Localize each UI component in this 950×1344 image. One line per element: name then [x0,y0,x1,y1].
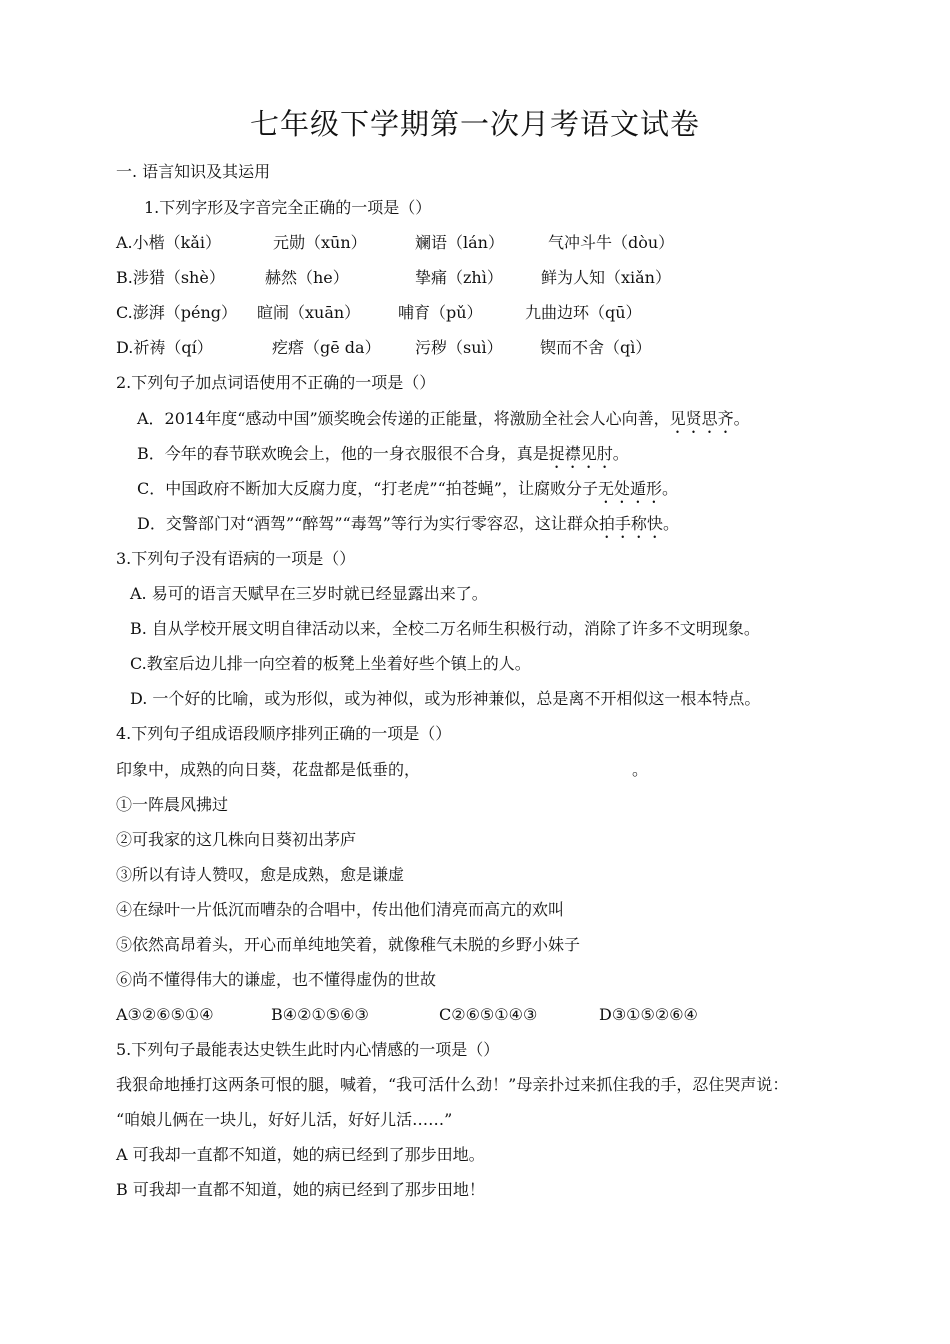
q3-stem: 3.下列句子没有语病的一项是（） [116,549,356,568]
q2-option-d [137,514,679,542]
q2-a-end: 。 [733,409,750,428]
q3-option-a: A. 易可的语言天赋早在三岁时就已经显露出来了。 [130,584,488,603]
q2-c-text: C．中国政府不断加大反腐力度，“打老虎”“拍苍蝇”，让腐败分子 [137,479,598,498]
q4-item-6: ⑥尚不懂得伟大的谦虚，也不懂得虚伪的世故 [116,970,437,989]
q4-stem: 4.下列句子组成语段顺序排列正确的一项是（） [116,724,452,743]
q1-c-word-2: 暄闹（xuān） [257,303,361,322]
q4-item-2: ②可我家的这几株向日葵初出茅庐 [116,830,357,849]
q2-option-b [137,444,629,472]
section-heading: 一. 语言知识及其运用 [116,162,271,181]
q2-stem: 2.下列句子加点词语使用不正确的一项是（） [116,373,436,392]
q2-b-end: 。 [612,444,629,463]
q5-stem: 5.下列句子最能表达史铁生此时内心情感的一项是（） [116,1040,500,1059]
q2-d-end: 。 [662,514,679,533]
q1-b-word-2: 赫然（he） [265,268,349,287]
q2-c-end: 。 [661,479,678,498]
q1-a-word-1: A.小楷（kǎi） [116,233,221,252]
q1-a-word-4: 气冲斗牛（dòu） [548,233,675,252]
q2-d-dotted-word: 拍手称快 [598,514,663,533]
page-title: 七年级下学期第一次月考语文试卷 [249,107,700,141]
q1-a-word-3: 斓语（lán） [415,233,504,252]
q5-option-a: A 可我却一直都不知道，她的病已经到了那步田地。 [116,1145,485,1164]
q4-item-4: ④在绿叶一片低沉而嘈杂的合唱中，传出他们清亮而高亢的欢叫 [116,900,565,919]
q4-item-5: ⑤依然高昂着头，开心而单纯地笑着，就像稚气未脱的乡野小妹子 [116,935,581,954]
q1-c-word-4: 九曲边环（qū） [525,303,642,322]
q4-option-c: C②⑥⑤①④③ [439,1005,538,1024]
q5-passage-line-2: “咱娘儿俩在一块儿，好好儿活，好好儿活……” [116,1110,453,1129]
q3-option-b: B. 自从学校开展文明自律活动以来，全校二万名师生积极行动，消除了许多不文明现象。 [130,619,760,638]
q1-b-word-4: 鲜为人知（xiǎn） [541,268,671,287]
q1-a-word-2: 元勋（xūn） [273,233,367,252]
q4-intro-end: 。 [632,760,649,779]
q2-a-dotted-word: 见贤思齐 [669,409,734,428]
q4-item-1: ①一阵晨风拂过 [116,795,229,814]
q1-d-word-3: 污秽（suì） [415,338,503,357]
q2-b-text: B．今年的春节联欢晚会上，他的一身衣服很不合身，真是 [137,444,549,463]
q4-option-a: A③②⑥⑤①④ [116,1005,214,1024]
q4-option-d: D③①⑤②⑥④ [599,1005,698,1024]
q2-c-dotted-word: 无处遁形 [597,479,662,498]
q4-item-3: ③所以有诗人赞叹，愈是成熟，愈是谦虚 [116,865,405,884]
q2-b-dotted-word: 捉襟见肘 [548,444,613,463]
q5-option-b: B 可我却一直都不知道，她的病已经到了那步田地！ [116,1180,485,1199]
q2-d-text: D．交警部门对“酒驾”“醉驾”“毒驾”等行为实行零容忍，这让群众 [137,514,599,533]
q4-intro-text: 印象中，成熟的向日葵，花盘都是低垂的， [116,760,421,779]
q1-d-word-4: 锲而不舍（qì） [540,338,652,357]
q1-b-word-3: 挚痛（zhì） [415,268,503,287]
q1-c-word-1: C.澎湃（péng） [116,303,238,322]
q1-d-word-1: D.祈祷（qí） [116,338,213,357]
q1-b-word-1: B.涉猎（shè） [116,268,225,287]
q4-option-b: B④②①⑤⑥③ [271,1005,369,1024]
q3-option-c: C.教室后边儿排一向空着的板凳上坐着好些个镇上的人。 [130,654,531,673]
q1-stem: 1.下列字形及字音完全正确的一项是（） [144,198,432,217]
q1-c-word-3: 哺育（pǔ） [398,303,483,322]
q3-option-d: D. 一个好的比喻，或为形似，或为神似，或为形神兼似，总是离不开相似这一根本特点。 [130,689,761,708]
q5-passage-line-1: 我狠命地捶打这两条可恨的腿，喊着，“我可活什么劲！”母亲扑过来抓住我的手，忍住哭声说： [116,1075,789,1094]
q1-d-word-2: 疙瘩（gē da） [272,338,381,357]
q2-a-text: A．2014年度“感动中国”颁奖晚会传递的正能量，将激励全社会人心向善， [137,409,670,428]
q2-option-c [137,479,678,507]
q2-option-a [137,409,750,437]
